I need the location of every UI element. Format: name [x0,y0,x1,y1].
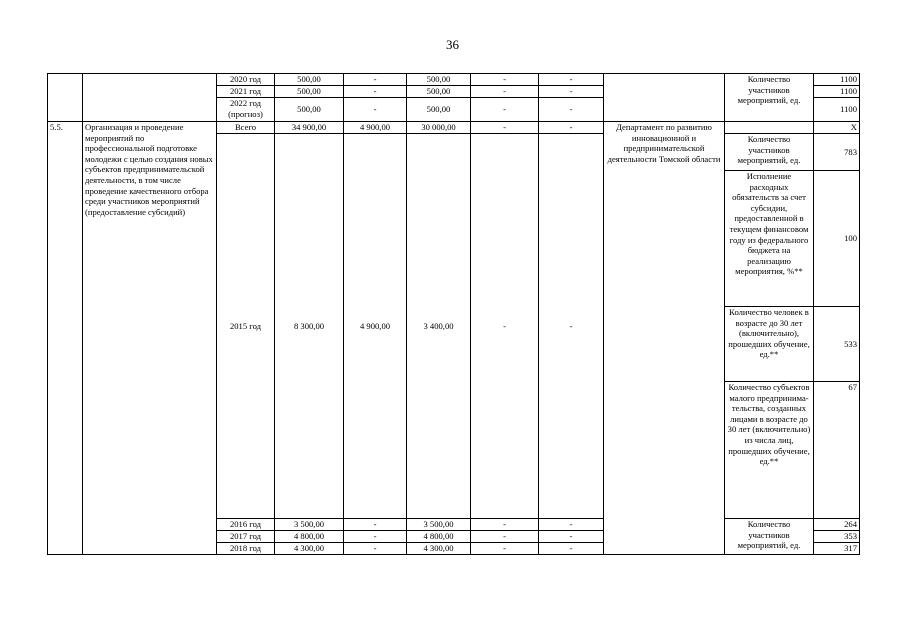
extra-cell: - [539,519,604,531]
table-row [48,74,860,86]
total-cell: 8 300,00 [275,134,344,519]
total-cell: 34 900,00 [275,122,344,134]
local-cell: - [471,98,539,122]
indicator-cell: Количество участников мероприятий, ед. [725,519,814,555]
indicator-value: 1100 [814,74,860,86]
year-cell: 2021 год [217,86,275,98]
regional-cell: 500,00 [407,98,471,122]
total-cell: 500,00 [275,74,344,86]
local-cell: - [471,74,539,86]
federal-cell: 4 900,00 [344,134,407,519]
extra-cell: - [539,543,604,555]
year-cell: 2020 год [217,74,275,86]
program-table [47,73,860,555]
year-cell: 2018 год [217,543,275,555]
indicator-value: 264 [814,519,860,531]
item-number: 5.5. [48,122,83,555]
indicator-cell: Количество участников мероприятий, ед. [725,134,814,171]
regional-cell: 500,00 [407,74,471,86]
executor-cell: Департамент по развитию инновационной и предпринимательской деятельности Томской области [604,122,725,555]
indicator-value: 783 [814,134,860,171]
executor-cell [604,74,725,122]
federal-cell: - [344,543,407,555]
extra-cell: - [539,531,604,543]
year-cell: 2017 год [217,531,275,543]
extra-cell: - [539,86,604,98]
local-cell: - [471,531,539,543]
indicator-value: 317 [814,543,860,555]
indicator-value: Х [814,122,860,134]
indicator-cell [725,122,814,134]
federal-cell: - [344,86,407,98]
local-cell: - [471,134,539,519]
regional-cell: 30 000,00 [407,122,471,134]
indicator-value: 533 [814,307,860,382]
total-cell: 500,00 [275,86,344,98]
page-number: 36 [446,37,459,52]
extra-cell: - [539,134,604,519]
year-cell: 2016 год [217,519,275,531]
total-cell: 3 500,00 [275,519,344,531]
regional-cell: 4 300,00 [407,543,471,555]
year-cell: 2022 год (прогноз) [217,98,275,122]
name-cell [83,74,217,122]
table-row [48,122,860,134]
federal-cell: 4 900,00 [344,122,407,134]
federal-cell: - [344,74,407,86]
year-cell: 2015 год [217,134,275,519]
federal-cell: - [344,98,407,122]
indicator-value: 1100 [814,98,860,122]
regional-cell: 3 500,00 [407,519,471,531]
federal-cell: - [344,519,407,531]
federal-cell: - [344,531,407,543]
regional-cell: 4 800,00 [407,531,471,543]
number-cell [48,74,83,122]
indicator-value: 100 [814,171,860,307]
total-cell: 4 800,00 [275,531,344,543]
regional-cell: 3 400,00 [407,134,471,519]
regional-cell: 500,00 [407,86,471,98]
indicator-cell: Количество человек в возрасте до 30 лет (включительно), прошедших обучение, ед.** [725,307,814,382]
year-cell: Всего [217,122,275,134]
local-cell: - [471,86,539,98]
extra-cell: - [539,98,604,122]
indicator-cell: Количество участников мероприятий, ед. [725,74,814,122]
local-cell: - [471,543,539,555]
indicator-value: 1100 [814,86,860,98]
local-cell: - [471,519,539,531]
total-cell: 4 300,00 [275,543,344,555]
local-cell: - [471,122,539,134]
indicator-value: 67 [814,382,860,519]
total-cell: 500,00 [275,98,344,122]
item-name: Организация и проведение мероприятий по профессиональной подготовке молодежи с целью создания новых субъектов предпринимательской деятельности, в том числе проведение качественного отбора среди участников мероприятий (предоставление субсидий) [83,122,217,555]
extra-cell: - [539,74,604,86]
indicator-cell: Количество субъектов малого предпринима-тельства, созданных лицами в возрасте до 30 лет (включительно) из числа лиц, прошедших обучение, ед.** [725,382,814,519]
indicator-cell: Исполнение расходных обязательств за счет субсидии, предоставленной в текущем финансовом году из федерального бюджета на реализацию мероприятия, %** [725,171,814,307]
indicator-value: 353 [814,531,860,543]
extra-cell: - [539,122,604,134]
